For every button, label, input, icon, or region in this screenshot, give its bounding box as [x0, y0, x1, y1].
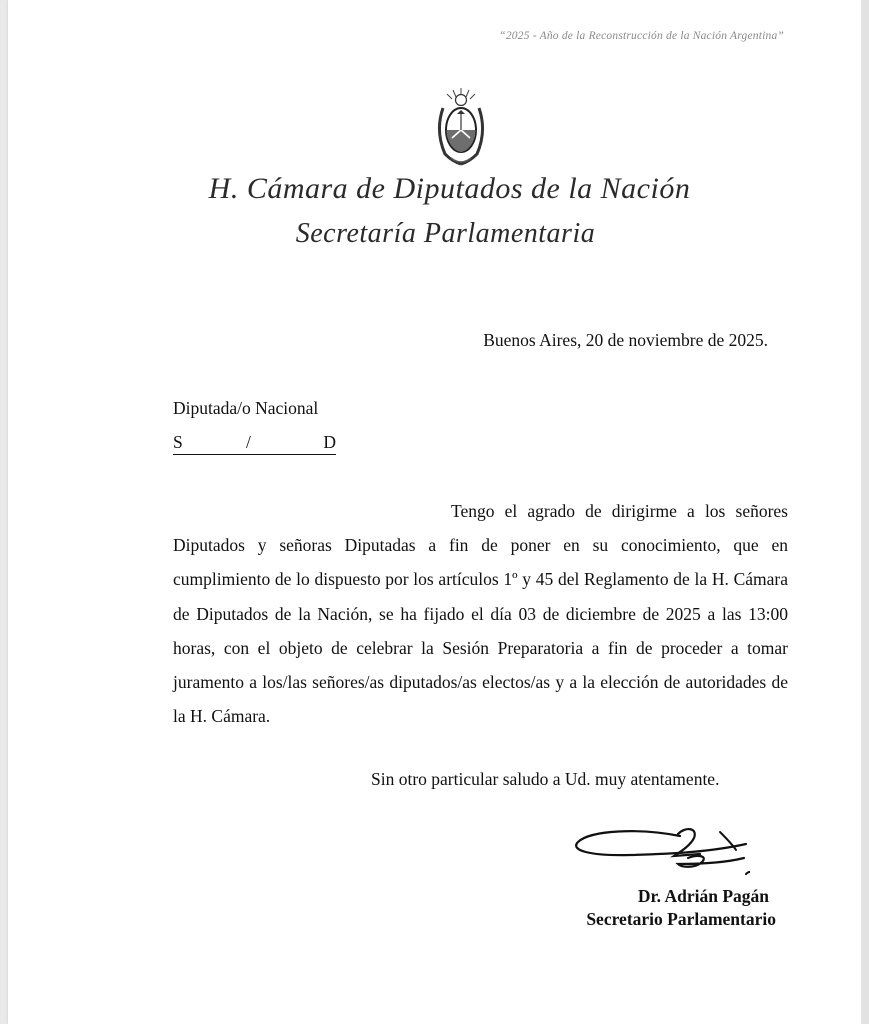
addressee-sd-line — [173, 434, 336, 455]
date-line: Buenos Aires, 20 de noviembre de 2025. — [483, 330, 768, 350]
addressee-s: S — [173, 432, 183, 452]
signatory-title: Secretario Parlamentario — [586, 909, 776, 929]
handwritten-signature — [570, 818, 750, 886]
addressee-d: D — [323, 432, 336, 452]
addressee-title: Diputada/o Nacional — [173, 398, 319, 418]
header-motto: “2025 - Año de la Reconstrucción de la Nación Argentina” — [499, 30, 784, 42]
body-paragraph: Tengo el agrado de dirigirme a los señores Diputados y señoras Diputadas a fin de poner en su conocimiento, que en cumplimiento de lo dispuesto por los artículos 1º y 45 del Reglamento de la H. Cámara de Diputados de la Nación, se ha fijado el día 03 de diciembre de 2025 a las 13:00 horas, con el objeto de celebrar la Sesión Preparatoria a fin de proceder a tomar juramento a los/las señores/as diputados/as electos/as y a la elección de autoridades de la H. Cámara. — [173, 501, 788, 727]
coat-of-arms-icon — [431, 86, 491, 168]
closing-line: Sin otro particular saludo a Ud. muy atentamente. — [371, 769, 720, 789]
addressee-slash: / — [246, 432, 251, 452]
page-edge-shadow — [861, 0, 869, 1024]
document-page — [8, 0, 861, 1024]
signatory-name: Dr. Adrián Pagán — [637, 886, 769, 906]
department-name: Secretaría Parlamentaria — [295, 218, 596, 249]
institution-name: H. Cámara de Diputados de la Nación — [208, 172, 691, 205]
